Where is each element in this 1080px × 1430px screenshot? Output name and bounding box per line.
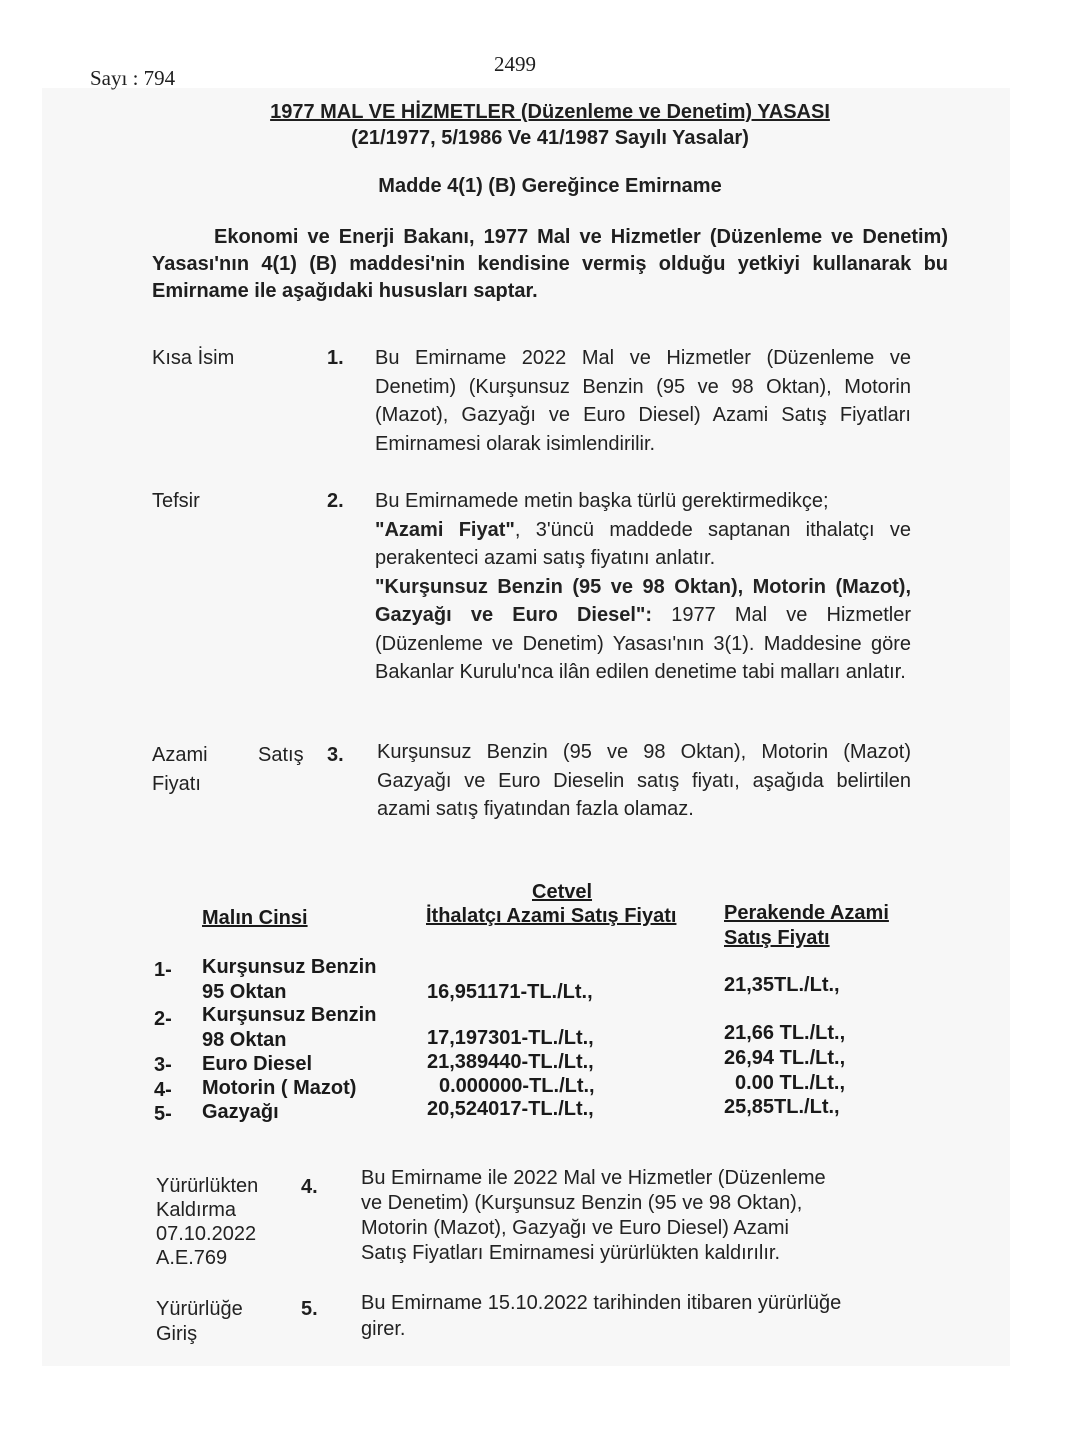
table-row-3-importer-price: 21,389440-TL./Lt., (427, 1051, 594, 1073)
definition-fuel-products: 1977 Mal ve Hizmetler (Düzenleme ve Denetim) Yasası'nın 3(1). Maddesine göre Bakanlar Kurulu'nca ilân edilen denetime tabi malları anlatır. (375, 604, 911, 683)
section-3-label-word-3: Fiyatı (152, 773, 201, 795)
table-row-1-product: Kurşunsuz Benzin (202, 956, 377, 978)
section-5-text-line-2: girer. (361, 1318, 406, 1340)
column-header-retail-price-line-2: Satış Fiyatı (724, 927, 830, 949)
section-4-label-line-2: Kaldırma (156, 1199, 237, 1221)
column-header-importer-price: İthalatçı Azami Satış Fiyatı (426, 905, 677, 927)
section-3-label-word-2: Satış (258, 744, 304, 766)
section-1-number: 1. (327, 347, 344, 369)
section-4-label-line-1: Yürürlükten (156, 1175, 259, 1197)
section-4-text (361, 1166, 826, 1266)
issue-number: Sayı : 794 (90, 66, 176, 90)
page-number: 2499 (494, 52, 536, 76)
column-header-retail-price-line-1: Perakende Azami (724, 902, 889, 924)
table-row-2-retail-price: 21,66 TL./Lt., (724, 1022, 846, 1044)
section-5-number: 5. (301, 1298, 318, 1320)
section-3-text: Kurşunsuz Benzin (95 ve 98 Oktan), Motorin (Mazot) Gazyağı ve Euro Dieselin satış fiyatı, aşağıda belirtilen azami satış fiyatından fazla olamaz. (377, 741, 911, 820)
document-title: 1977 MAL VE HİZMETLER (Düzenleme ve Denetim) YASASI (270, 101, 830, 123)
section-2-intro-line: Bu Emirnamede metin başka türlü gerektirmedikçe; (375, 490, 829, 512)
section-2-definition-1 (375, 516, 911, 573)
table-row-3-retail-price: 26,94 TL./Lt., (724, 1047, 846, 1069)
table-row-1-product-grade: 95 Oktan (202, 981, 287, 1003)
table-row-1-retail-price: 21,35TL./Lt., (724, 974, 840, 996)
section-4-text-line-2: ve Denetim) (Kurşunsuz Benzin (95 ve 98 Oktan), (361, 1192, 803, 1214)
section-5-text-line-1: Bu Emirname 15.10.2022 tarihinden itibaren yürürlüğe (361, 1292, 842, 1314)
table-row-1-number: 1- (154, 959, 172, 981)
section-3-number: 3. (327, 744, 344, 766)
table-row-5-number: 5- (154, 1103, 172, 1125)
section-4-label (156, 1174, 258, 1270)
section-5-label-line-1: Yürürlüğe (156, 1298, 243, 1320)
section-2-definition-2 (375, 573, 911, 687)
section-4-number: 4. (301, 1176, 318, 1198)
table-row-3-product: Euro Diesel (202, 1053, 313, 1075)
section-3-label-word-1: Azami (152, 744, 208, 766)
law-references: (21/1977, 5/1986 Ve 41/1987 Sayılı Yasalar) (351, 127, 749, 149)
table-row-2-importer-price: 17,197301-TL./Lt., (427, 1027, 594, 1049)
term-fuel-products: "Kurşunsuz Benzin (95 ve 98 Oktan), Motorin (Mazot), Gazyağı ve Euro Diesel": (375, 575, 911, 626)
table-row-5-retail-price: 25,85TL./Lt., (724, 1096, 840, 1118)
table-row-4-number: 4- (154, 1079, 172, 1101)
document-subtitle: Madde 4(1) (B) Gereğince Emirname (378, 175, 722, 197)
section-2-number: 2. (327, 490, 344, 512)
column-header-product: Malın Cinsi (202, 907, 308, 929)
section-2-label: Tefsir (152, 490, 200, 512)
section-5-text (361, 1290, 841, 1342)
section-4-label-line-3: 07.10.2022 (156, 1223, 257, 1245)
section-4-text-line-1: Bu Emirname ile 2022 Mal ve Hizmetler (Düzenleme (361, 1167, 826, 1189)
table-row-4-retail-price: 0.00 TL./Lt., (735, 1072, 846, 1094)
section-5-label-line-2: Giriş (156, 1323, 198, 1345)
table-caption: Cetvel (532, 881, 593, 903)
table-row-5-importer-price: 20,524017-TL./Lt., (427, 1098, 594, 1120)
table-row-3-number: 3- (154, 1054, 172, 1076)
table-row-4-importer-price: 0.000000-TL./Lt., (439, 1075, 595, 1097)
table-row-4-product: Motorin ( Mazot) (202, 1077, 357, 1099)
section-4-text-line-3: Motorin (Mazot), Gazyağı ve Euro Diesel) Azami (361, 1217, 789, 1239)
table-row-2-product: Kurşunsuz Benzin (202, 1004, 377, 1026)
table-row-1-importer-price: 16,951171-TL./Lt., (427, 981, 593, 1003)
section-2-text (375, 487, 911, 687)
table-row-2-product-grade: 98 Oktan (202, 1029, 287, 1051)
section-5-label (156, 1297, 243, 1347)
table-row-5-product: Gazyağı (202, 1101, 279, 1123)
definition-azami-fiyat: , 3'üncü maddede saptanan ithalatçı ve perakenteci azami satış fiyatını anlatır. (375, 518, 911, 569)
section-4-text-line-4: Satış Fiyatları Emirnamesi yürürlükten kaldırılır. (361, 1242, 781, 1264)
intro-paragraph: Ekonomi ve Enerji Bakanı, 1977 Mal ve Hizmetler (Düzenleme ve Denetim) Yasası'nın 4(1) (B) maddesi'nin kendisine vermiş olduğu yetkiyi kullanarak bu Emirname ile aşağıdaki hususları saptar. (152, 226, 948, 302)
section-1-label: Kısa İsim (152, 347, 235, 369)
section-1-text: Bu Emirname 2022 Mal ve Hizmetler (Düzenleme ve Denetim) (Kurşunsuz Benzin (95 ve 98 Oktan), Motorin (Mazot), Gazyağı ve Euro Diesel) Azami Satış Fiyatları Emirnamesi olarak isimlendirilir. (375, 347, 911, 455)
section-4-label-line-4: A.E.769 (156, 1247, 228, 1269)
table-row-2-number: 2- (154, 1008, 172, 1030)
term-azami-fiyat: "Azami Fiyat" (375, 518, 515, 541)
